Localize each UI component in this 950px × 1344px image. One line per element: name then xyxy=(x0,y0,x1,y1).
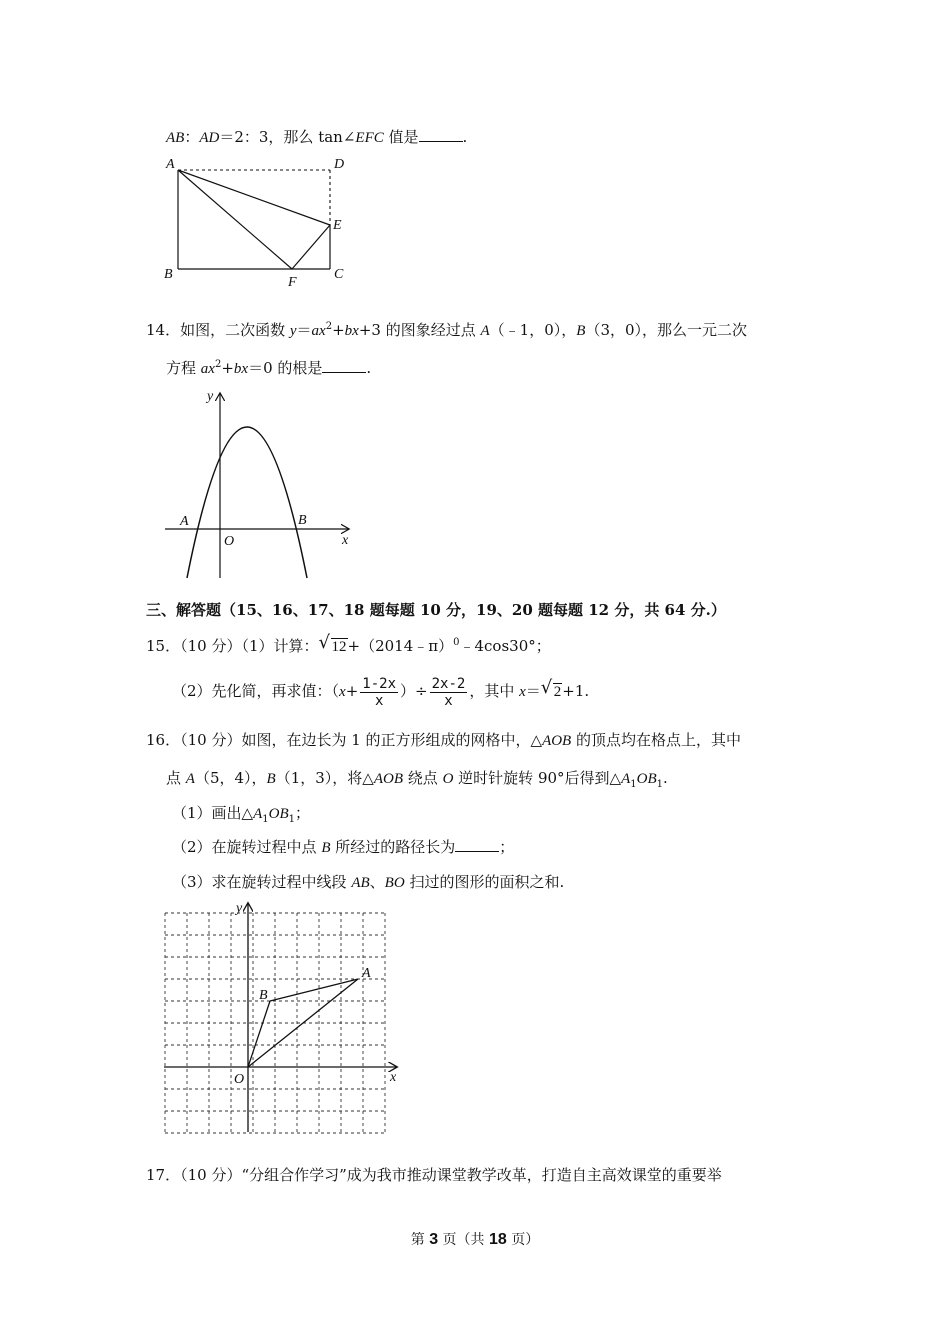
q16-line2-pre: 点 xyxy=(166,769,186,787)
q15-fraction-1 xyxy=(360,676,398,709)
q15-fraction-2 xyxy=(430,676,468,709)
q16-line1 xyxy=(146,730,741,751)
q15-line1 xyxy=(146,632,551,657)
q13-label-d: D xyxy=(334,157,345,172)
q13-ad: AD xyxy=(199,130,220,146)
q15-line2-post: +1. xyxy=(562,682,590,700)
q15-line1-sup: 0 xyxy=(453,637,460,648)
q14-bx: bx xyxy=(344,323,359,339)
q16-sub2 xyxy=(172,837,514,858)
footer-post: 页） xyxy=(506,1232,540,1248)
q16-label-y: y xyxy=(236,901,243,916)
q15-line2-plus: + xyxy=(345,682,359,700)
q15-line1-post: ﹣4cos30°； xyxy=(459,637,551,655)
q15-line2-mid: ，其中 xyxy=(469,682,520,700)
q16-sub1 xyxy=(172,803,310,824)
q14-line2 xyxy=(166,358,371,379)
q14-line2-sup: 2 xyxy=(214,359,222,370)
q13-label-c: C xyxy=(334,267,344,282)
q13-segment-fe xyxy=(292,225,330,269)
q14-label-b: B xyxy=(298,513,307,528)
q16-grid xyxy=(165,913,385,1133)
q16-sub3-post: 扫过的图形的面积之和. xyxy=(404,873,565,891)
q15-sqrt-2-radicand: 2 xyxy=(553,684,562,700)
page-footer xyxy=(0,1229,950,1249)
q16-line2-bcoord: （1，3），将△ xyxy=(275,769,374,787)
q16-line1-aob: AOB xyxy=(542,733,572,749)
q16-line2-a: A xyxy=(185,771,195,787)
q13-segment-ae xyxy=(178,170,330,225)
q15-frac1-num: 1-2x xyxy=(362,675,397,692)
q16-line2-sub2: 1 xyxy=(656,779,663,790)
q15-line2-div: ）÷ xyxy=(400,682,428,700)
q14-line2-plus: + xyxy=(221,359,234,377)
q16-sub3-pre: （3）求在旋转过程中线段 xyxy=(172,873,352,891)
q16-line2-b: B xyxy=(266,771,276,787)
footer-total-pages: 18 xyxy=(489,1231,507,1248)
q14-line2-ax: ax xyxy=(200,361,215,377)
q16-sub3 xyxy=(172,872,564,893)
footer-page-number: 3 xyxy=(429,1231,439,1248)
q14-line2-end: . xyxy=(366,359,372,377)
q14-label-y: y xyxy=(207,389,214,404)
q16-sub2-post: 所经过的路径长为 xyxy=(330,838,456,856)
q13-answer-blank xyxy=(419,127,463,142)
q16-line2-a1: A xyxy=(621,771,631,787)
q13-efc: EFC xyxy=(355,130,384,146)
q16-line2-ob: OB xyxy=(636,771,657,787)
q16-sub1-a: A xyxy=(253,806,263,822)
q15-frac2-den: x xyxy=(444,692,453,709)
q14-label-x: x xyxy=(342,533,349,548)
q14-line1-pre: 14．如图，二次函数 xyxy=(146,321,290,339)
q13-ab: AB xyxy=(166,130,185,146)
q16-segment-ob xyxy=(248,1001,270,1067)
q15-frac1-den: x xyxy=(374,692,384,709)
q13-tail: 值是 xyxy=(383,128,419,146)
q14-plus: + xyxy=(332,321,345,339)
q15-line2-eq: ＝ xyxy=(525,682,541,700)
q14-label-a: A xyxy=(180,514,189,529)
q15-line2 xyxy=(172,672,589,711)
q14-sup: 2 xyxy=(325,321,333,332)
q15-sqrt-12: √ 12 xyxy=(318,632,347,655)
q14-eq: ＝ xyxy=(296,321,312,339)
q13-text xyxy=(166,127,467,148)
q16-label-o: O xyxy=(234,1072,245,1087)
q14-ax: ax xyxy=(311,323,326,339)
q16-grid-figure xyxy=(158,900,408,1140)
q14-line1 xyxy=(146,320,747,341)
q16-sub1-end: ； xyxy=(295,804,311,822)
q16-sub2-pre: （2）在旋转过程中点 xyxy=(172,838,322,856)
q16-sub3-bo: BO xyxy=(384,875,405,891)
q15-line2-x2: x xyxy=(519,684,526,700)
q14-answer-blank xyxy=(322,358,366,373)
q13-ratio: ＝2：3，那么 tan∠ xyxy=(219,128,356,146)
q15-sqrt-2: √ 2 xyxy=(540,677,562,700)
q16-label-a: A xyxy=(362,966,371,981)
q13-label-f: F xyxy=(288,275,297,290)
q14-line2-pre: 方程 xyxy=(166,359,201,377)
q16-line1-post: 的顶点均在格点上，其中 xyxy=(571,731,742,749)
q14-point-b: B xyxy=(576,323,586,339)
q16-line2-sub1: 1 xyxy=(630,779,637,790)
q16-line2-mid: 绕点 xyxy=(403,769,443,787)
q16-label-x: x xyxy=(390,1070,397,1085)
q16-sub2-end: ； xyxy=(499,838,515,856)
q13-segment-af xyxy=(178,170,292,269)
q16-sub1-s2: 1 xyxy=(288,814,296,825)
q16-answer-blank xyxy=(455,837,499,852)
q16-line2-mid2: 逆时针旋转 90°后得到△ xyxy=(453,769,622,787)
q16-line2-o: O xyxy=(442,771,454,787)
q13-end: . xyxy=(462,128,468,146)
section3-title: 三、解答题（15、16、17、18 题每题 10 分，19、20 题每题 12 分，共 64 分.） xyxy=(146,601,726,619)
q16-line2 xyxy=(166,768,668,789)
q14-mid: +3 的图象经过点 xyxy=(358,321,481,339)
q16-line2-end: . xyxy=(663,769,668,787)
footer-mid: 页（共 xyxy=(438,1232,489,1248)
q13-colon: ： xyxy=(184,128,200,146)
q13-figure xyxy=(158,152,358,292)
q16-sub1-ob: OB xyxy=(268,806,289,822)
q16-sub2-b: B xyxy=(321,840,331,856)
q13-label-a: A xyxy=(166,157,175,172)
q16-line2-acoord: （5，4）， xyxy=(194,769,267,787)
q13-label-b: B xyxy=(164,267,173,282)
q16-sub1-s1: 1 xyxy=(262,814,269,825)
q15-line1-mid: +（2014﹣π） xyxy=(347,637,454,655)
q15-sqrt-12-radicand: 12 xyxy=(331,639,347,655)
q14-point-a: A xyxy=(480,323,490,339)
q14-a-coord: （﹣1，0）， xyxy=(489,321,577,339)
q15-line2-x: x xyxy=(339,684,346,700)
q15-line1-pre: 15．（10 分）（1）计算： xyxy=(146,637,319,655)
q14-line2-bx: bx xyxy=(233,361,249,377)
q16-label-b: B xyxy=(259,988,268,1003)
q14-y: y xyxy=(289,323,297,339)
q13-label-e: E xyxy=(333,218,342,233)
q14-figure xyxy=(160,388,360,583)
q14-b-coord: （3，0），那么一元二次 xyxy=(585,321,748,339)
q14-parabola xyxy=(187,427,307,578)
q15-frac2-num: 2x-2 xyxy=(431,675,466,692)
q16-line1-pre: 16．（10 分）如图，在边长为 1 的正方形组成的网格中，△ xyxy=(146,731,543,749)
q16-line2-aob: AOB xyxy=(373,771,404,787)
q17-line1: 17．（10 分）“分组合作学习”成为我市推动课堂教学改革，打造自主高效课堂的重要举 xyxy=(146,1166,722,1184)
q16-sub3-sep: 、 xyxy=(369,873,385,891)
q14-line2-post: ＝0 的根是 xyxy=(248,359,323,377)
q14-label-o: O xyxy=(224,534,235,549)
q16-sub3-ab: AB xyxy=(351,875,370,891)
q16-sub1-pre: （1）画出△ xyxy=(172,804,254,822)
footer-pre: 第 xyxy=(410,1232,430,1248)
q15-line2-pre: （2）先化简，再求值：（ xyxy=(172,682,340,700)
